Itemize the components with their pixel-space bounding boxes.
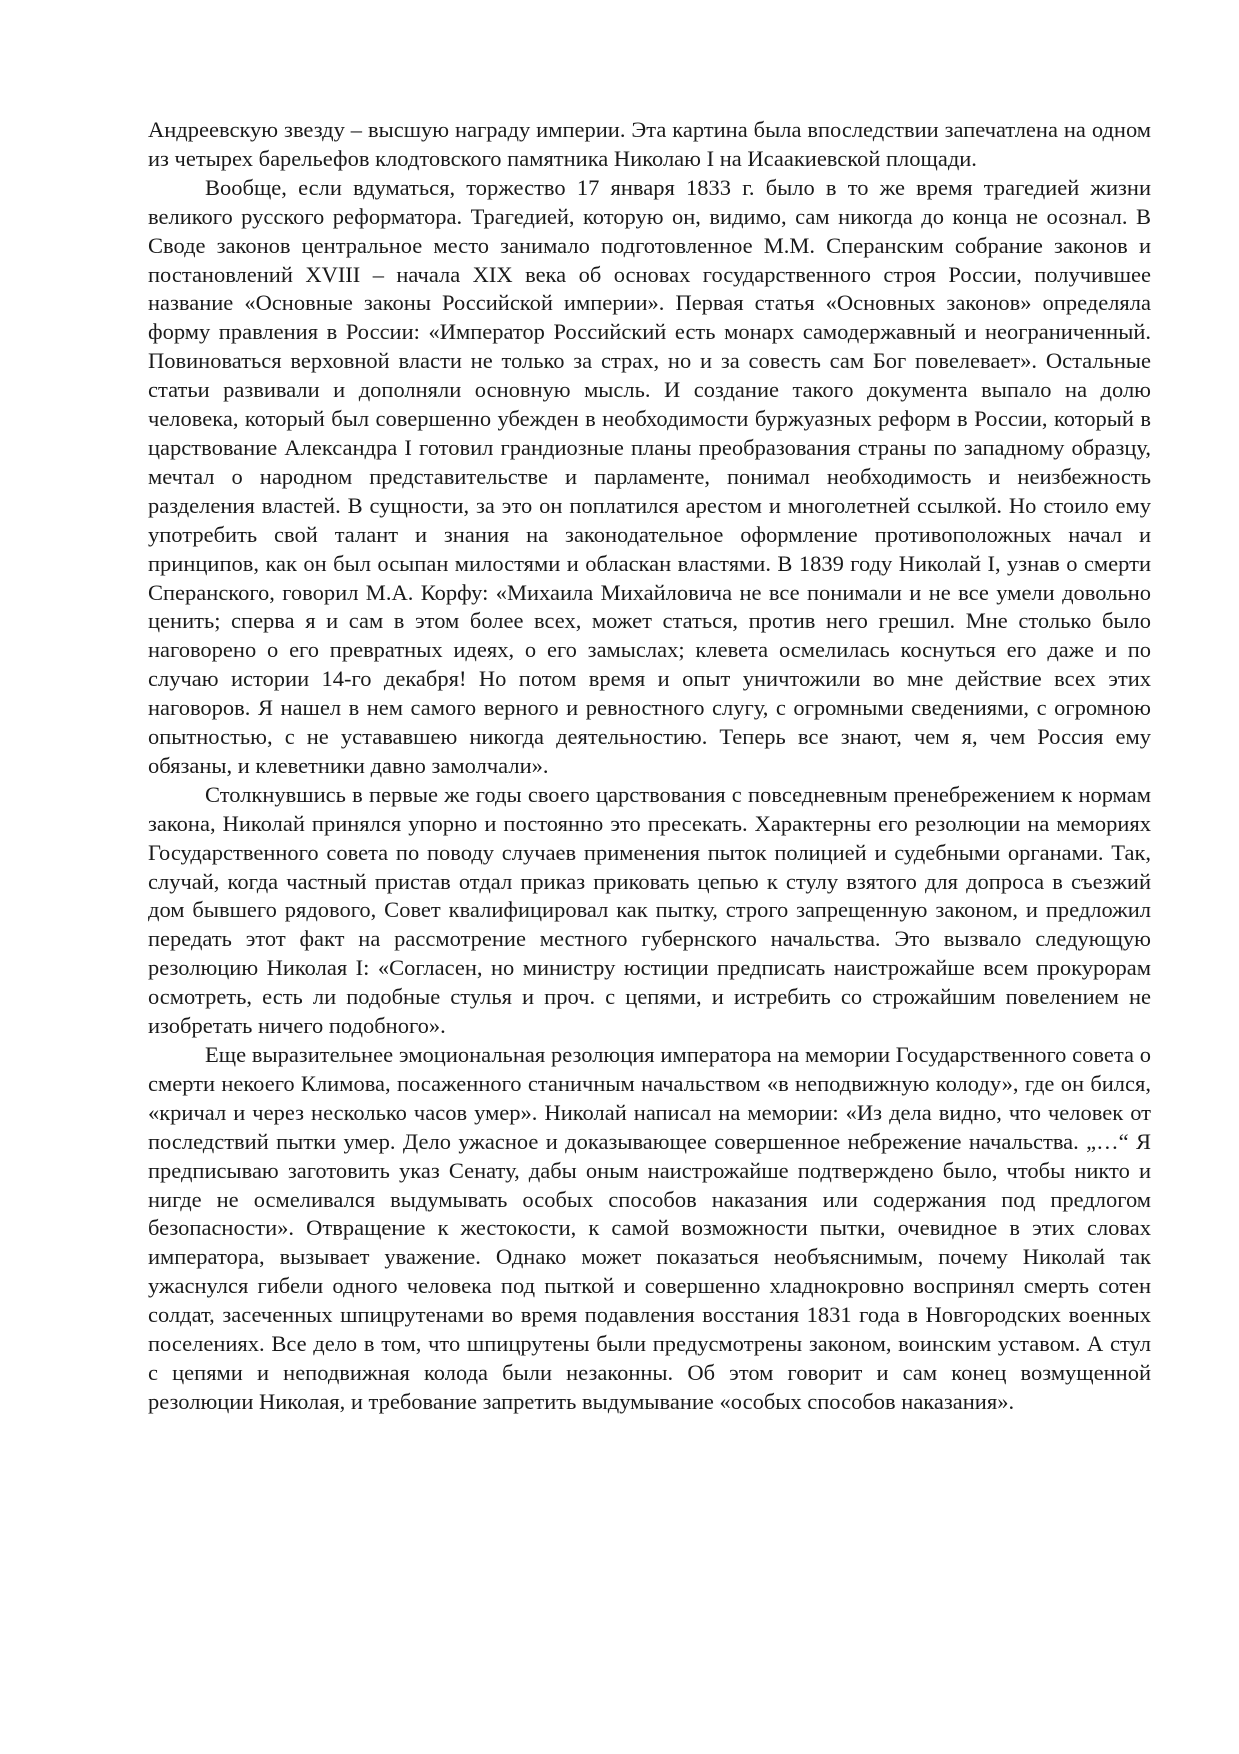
- paragraph-torture-resolutions: Столкнувшись в первые же годы своего царствования с повседневным пренебрежением к нормам закона, Николай принялся упорно и постоянно это пресекать. Характерны его резолюции на мемориях Государственного совета по поводу случаев применения пыток полицией и судебными органами. Так, случай, когда частный пристав отдал приказ приковать цепью к стулу взятого для допроса в съезжий дом бывшего рядового, Совет квалифицировал как пытку, строго запрещенную законом, и предложил передать этот факт на рассмотрение местного губернского начальства. Это вызвало следующую резолюцию Николая I: «Согласен, но министру юстиции предписать наистрожайше всем прокурорам осмотреть, есть ли подобные стулья и проч. с цепями, и истребить со строжайшим повелением не изобретать ничего подобного».: [148, 781, 1151, 1039]
- paragraph-continuation: Андреевскую звезду – высшую награду империи. Эта картина была впоследствии запечатлена на одном из четырех барельефов клодтовского памятника Николаю I на Исаакиевской площади.: [148, 117, 1151, 171]
- paragraph-klimov: Еще выразительнее эмоциональная резолюция императора на мемории Государственного совета о смерти некоего Климова, посаженного станичным начальством «в неподвижную колоду», где он бился, «кричал и через несколько часов умер». Николай написал на мемории: «Из дела видно, что человек от последствий пытки умер. Дело ужасное и доказывающее совершенное небрежение начальства. „…“ Я предписываю заготовить указ Сенату, дабы оным наистрожайше подтверждено было, чтобы никто и нигде не осмеливался выдумывать особых способов наказания или содержания под предлогом безопасности». Отвращение к жестокости, к самой возможности пытки, очевидное в этих словах императора, вызывает уважение. Однако может показаться необъяснимым, почему Николай так ужаснулся гибели одного человека под пыткой и совершенно хладнокровно воспринял смерть сотен солдат, засеченных шпицрутенами во время подавления восстания 1831 года в Новгородских военных поселениях. Все дело в том, что шпицрутены были предусмотрены законом, воинским уставом. А стул с цепями и неподвижная колода были незаконны. Об этом говорит и сам конец возмущенной резолюции Николая, и требование запретить выдумывание «особых способов наказания».: [148, 1042, 1151, 1414]
- paragraph-speransky: Вообще, если вдуматься, торжество 17 января 1833 г. было в то же время трагедией жизни великого русского реформатора. Трагедией, которую он, видимо, сам никогда до конца не осознал. В Своде законов центральное место занимало подготовленное М.М. Сперанским собрание законов и постановлений XVIII – начала XIX века об основах государственного строя России, получившее название «Основные законы Российской империи». Первая статья «Основных законов» определяла форму правления в России: «Император Российский есть монарх самодержавный и неограниченный. Повиноваться верховной власти не только за страх, но и за совесть сам Бог повелевает». Остальные статьи развивали и дополняли основную мысль. И создание такого документа выпало на долю человека, который был совершенно убежден в необходимости буржуазных реформ в России, который в царствование Александра I готовил грандиозные планы преобразования страны по западному образцу, мечтал о народном представительстве и парламенте, понимал необходимость и неизбежность разделения властей. В сущности, за это он поплатился арестом и многолетней ссылкой. Но стоило ему употребить свой талант и знания на законодательное оформление противоположных начал и принципов, как он был осыпан милостями и обласкан властями. В 1839 году Николай I, узнав о смерти Сперанского, говорил М.А. Корфу: «Михаила Михайловича не все понимали и не все умели довольно ценить; сперва я и сам в этом более всех, может статься, против него грешил. Мне столько было наговорено о его превратных идеях, о его замыслах; клевета осмелилась коснуться его даже и по случаю истории 14-го декабря! Но потом время и опыт уничтожили во мне действие всех этих наговоров. Я нашел в нем самого верного и ревностного слугу, с огромными сведениями, с огромною опытностью, с не устававшею никогда деятельностию. Теперь все знают, чем я, чем Россия ему обязаны, и клеветники давно замолчали».: [148, 174, 1151, 778]
- document-page: [148, 116, 1151, 1417]
